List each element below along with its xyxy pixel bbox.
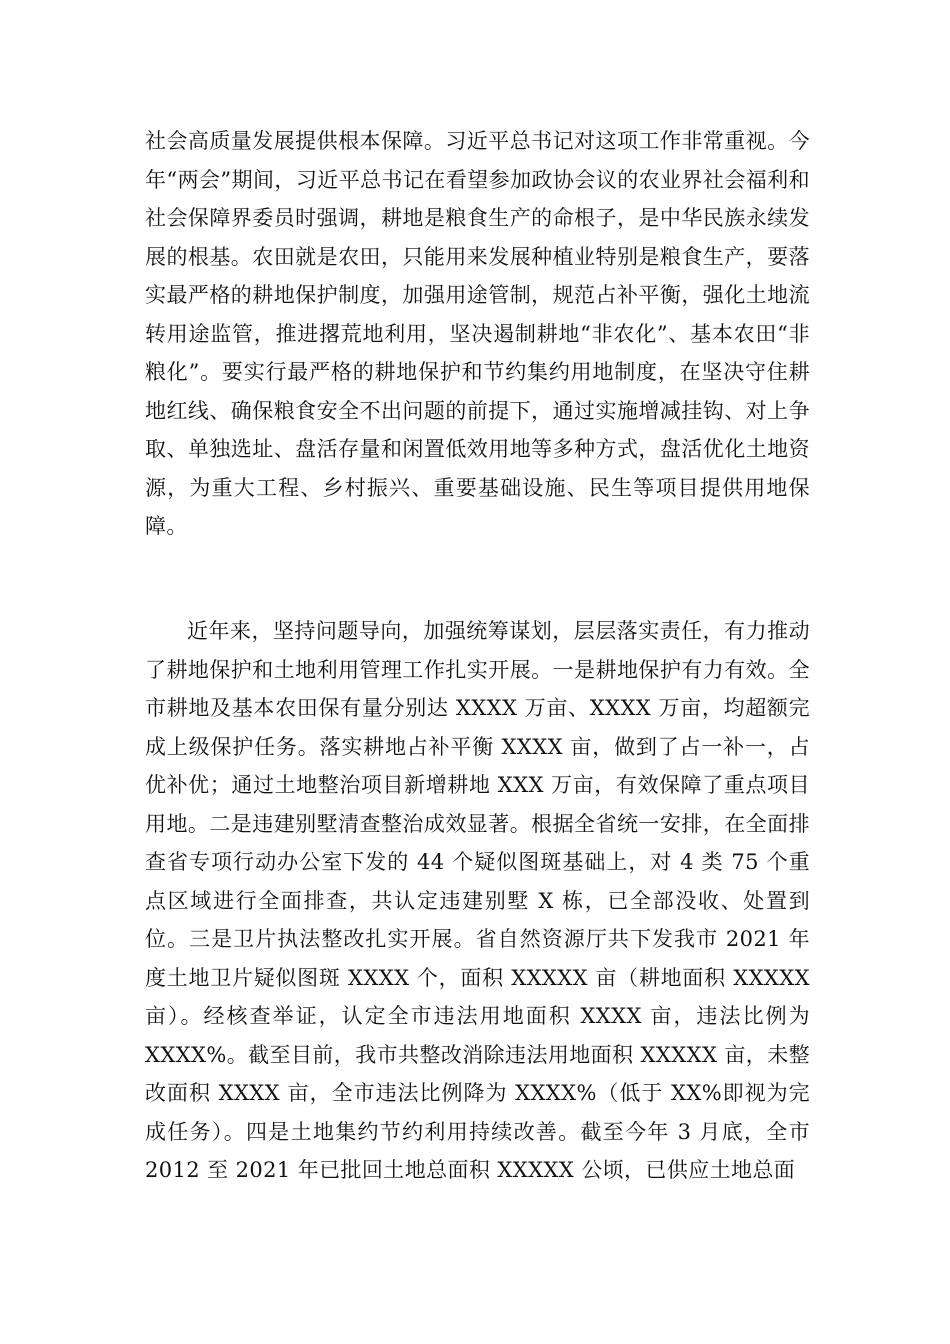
paragraph-farmland-policy: 社会高质量发展提供根本保障。习近平总书记对这项工作非常重视。今年“两会”期间，习近平总书记在看望参加政协会议的农业界社会福利和社会保障界委员时强调，耕地是粮食生产的命根子，是中华民族永续发展的根基。农田就是农田，只能用来发展种植业特别是粮食生产，要落实最严格的耕地保护制度，加强用途管制，规范占补平衡，强化土地流转用途监管，推进撂荒地利用，坚决遏制耕地“非农化”、基本农田“非粮化”。要实行最严格的耕地保护和节约集约用地制度，在坚决守住耕地红线、确保粮食安全不出问题的前提下，通过实施增减挂钩、对上争取、单独选址、盘活存量和闲置低效用地等多种方式，盘活优化土地资源，为重大工程、乡村振兴、重要基础设施、民生等项目提供用地保障。 bbox=[145, 129, 810, 538]
paragraph-work-progress: 近年来，坚持问题导向，加强统筹谋划，层层落实责任，有力推动了耕地保护和土地利用管理工作扎实开展。一是耕地保护有力有效。全市耕地及基本农田保有量分别达 XXXX 万亩、XXXX 万亩，均超额完成上级保护任务。落实耕地占补平衡 XXXX 亩，做到了占一补一，占优补优；通过土地整治项目新增耕地 XXX 万亩，有效保障了重点项目用地。二是违建别墅清查整治成效显著。根据全省统一安排，在全面排查省专项行动办公室下发的 44 个疑似图斑基础上，对 4 类 75 个重点区域进行全面排查，共认定违建别墅 X 栋，已全部没收、处置到位。三是卫片执法整改扎实开展。省自然资源厅共下发我市 2021 年度土地卫片疑似图斑 XXXX 个，面积 XXXXX 亩（耕地面积 XXXXX 亩）。经核查举证，认定全市违法用地面积 XXXX 亩，违法比例为 XXXX%。截至目前，我市共整改消除违法用地面积 XXXXX 亩，未整改面积 XXXX 亩，全市违法比例降为 XXXX%（低于 XX%即视为完成任务）。四是土地集约节约利用持续改善。截至今年 3 月底，全市 2012 至 2021 年已批回土地总面积 XXXXX 公顷，已供应土地总面 bbox=[145, 619, 811, 1182]
